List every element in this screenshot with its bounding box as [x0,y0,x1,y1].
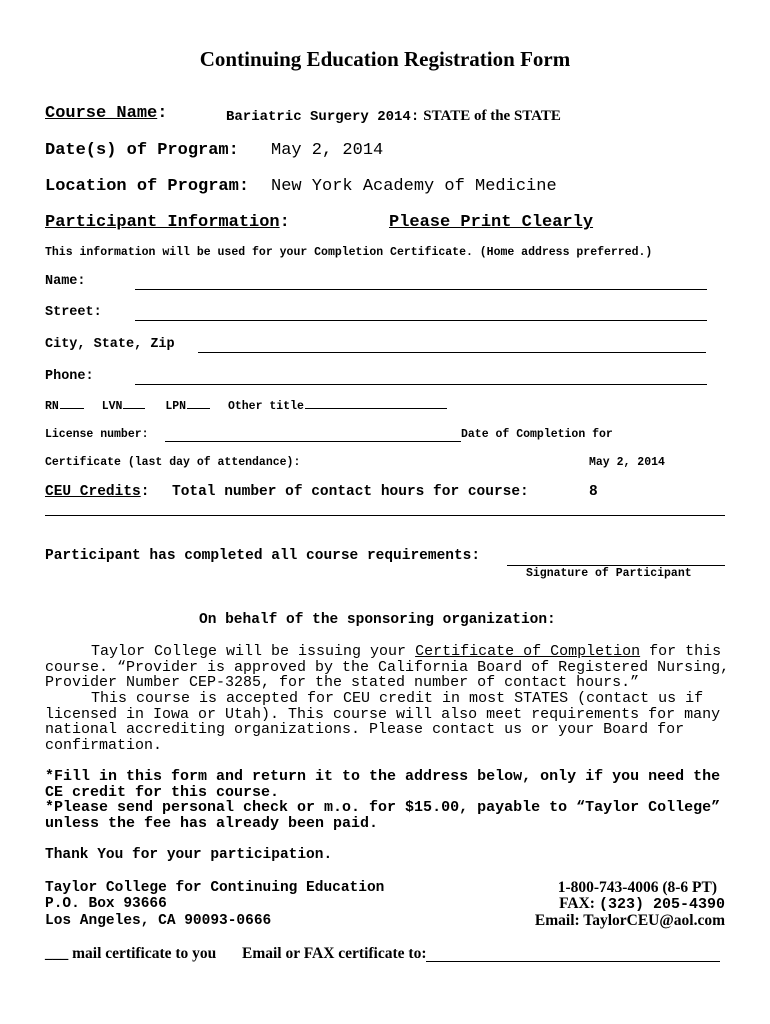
ceu-text: Total number of contact hours for course: [172,484,529,500]
rn-blank[interactable] [60,407,84,409]
course-name-value [226,107,561,125]
thanks: Thank You for your participation. [45,847,333,863]
certificate-paragraph [45,644,735,691]
info-note: This information will be used for your Completion Certificate. (Home address preferred.) [45,246,653,259]
mail-blank[interactable]: ___ [45,945,69,962]
participant-info-heading [45,213,290,232]
course-name-label: Course Name [45,104,158,123]
phone-label: Phone: [45,369,94,384]
note-fill-form: *Fill in this form and return it to the address below, only if you need the CE credit for this course. [45,768,721,801]
lpn-blank[interactable] [187,407,210,409]
dates-label: Date(s) of Program: [45,141,239,160]
other-title-label: Other title [227,400,304,413]
signature-line[interactable] [507,565,725,566]
rn-label: RN [45,400,59,413]
participant-info-label: Participant Information [45,213,280,232]
contact-fax [559,895,725,913]
city-label: City, State, Zip [45,337,175,352]
location-label: Location of Program: [45,177,250,196]
ceu-row [45,484,149,500]
form-title: Continuing Education Registration Form [199,47,571,71]
certificate-date: May 2, 2014 [589,456,665,469]
ceu-value: 8 [589,484,598,500]
city-input-line[interactable] [198,352,706,353]
course-name-label-row [45,104,167,123]
street-label: Street: [45,305,102,320]
license-input-line[interactable] [165,441,461,442]
lpn-label: LPN [165,400,187,413]
p2-text: This course is accepted for CEU credit in most STATES (contact us if licensed in Iowa or Utah). This course will also meet requirements for many national accrediting organizations. Please contact us or your Board for confirmation. [45,690,721,754]
p1-start: Taylor College will be issuing your [91,643,416,660]
street-input-line[interactable] [135,320,707,321]
ceu-label: CEU Credits [45,484,141,500]
behalf-heading: On behalf of the sponsoring organization: [199,612,556,628]
date-completion-label: Date of Completion for [461,428,613,441]
credential-row [45,400,448,413]
participant-info-colon: : [279,213,290,232]
contact-phone: 1-800-743-4006 (8-6 PT) [557,879,717,896]
ceu-colon: : [140,484,150,500]
name-input-line[interactable] [135,289,707,290]
location-value: New York Academy of Medicine [271,177,557,196]
contact-city: Los Angeles, CA 90093-0666 [45,913,272,929]
contact-org: Taylor College for Continuing Education [45,880,385,896]
name-label: Name: [45,274,86,289]
fax-number: (323) 205-4390 [598,896,725,913]
course-name-colon: : [157,104,168,123]
mail-certificate-label: mail certificate to you [72,945,217,962]
fax-label: FAX: [559,895,595,912]
certificate-label: Certificate (last day of attendance): [45,456,301,469]
ceu-paragraph [45,691,735,753]
other-title-blank[interactable] [305,407,447,409]
note-payment: *Please send personal check or m.o. for $15.00, payable to “Taylor College” unless the fee has already been paid. [45,799,721,832]
mail-option [45,945,216,963]
ceu-divider [45,515,725,516]
p1-end: for this course. “Provider is approved by the California Board of Registered Nursing, Provider Number CEP-3285, for the stated number of contact hours.” [45,643,730,692]
phone-input-line[interactable] [135,384,707,385]
contact-po-box: P.O. Box 93666 [45,896,167,912]
email-fax-input-line[interactable] [426,961,720,962]
lvn-label: LVN [101,400,123,413]
course-name-value-mono: Bariatric Surgery 2014: [226,109,420,125]
dates-value: May 2, 2014 [271,141,384,160]
license-label: License number: [45,428,149,441]
certificate-link: Certificate of Completion [415,643,641,660]
contact-email: Email: TaylorCEU@aol.com [534,912,725,929]
email-fax-label: Email or FAX certificate to: [242,945,427,962]
lvn-blank[interactable] [123,407,145,409]
print-clearly: Please Print Clearly [389,213,594,232]
completed-label: Participant has completed all course requirements: [45,548,481,564]
course-name-value-serif: STATE of the STATE [423,108,561,124]
signature-label: Signature of Participant [526,567,692,580]
